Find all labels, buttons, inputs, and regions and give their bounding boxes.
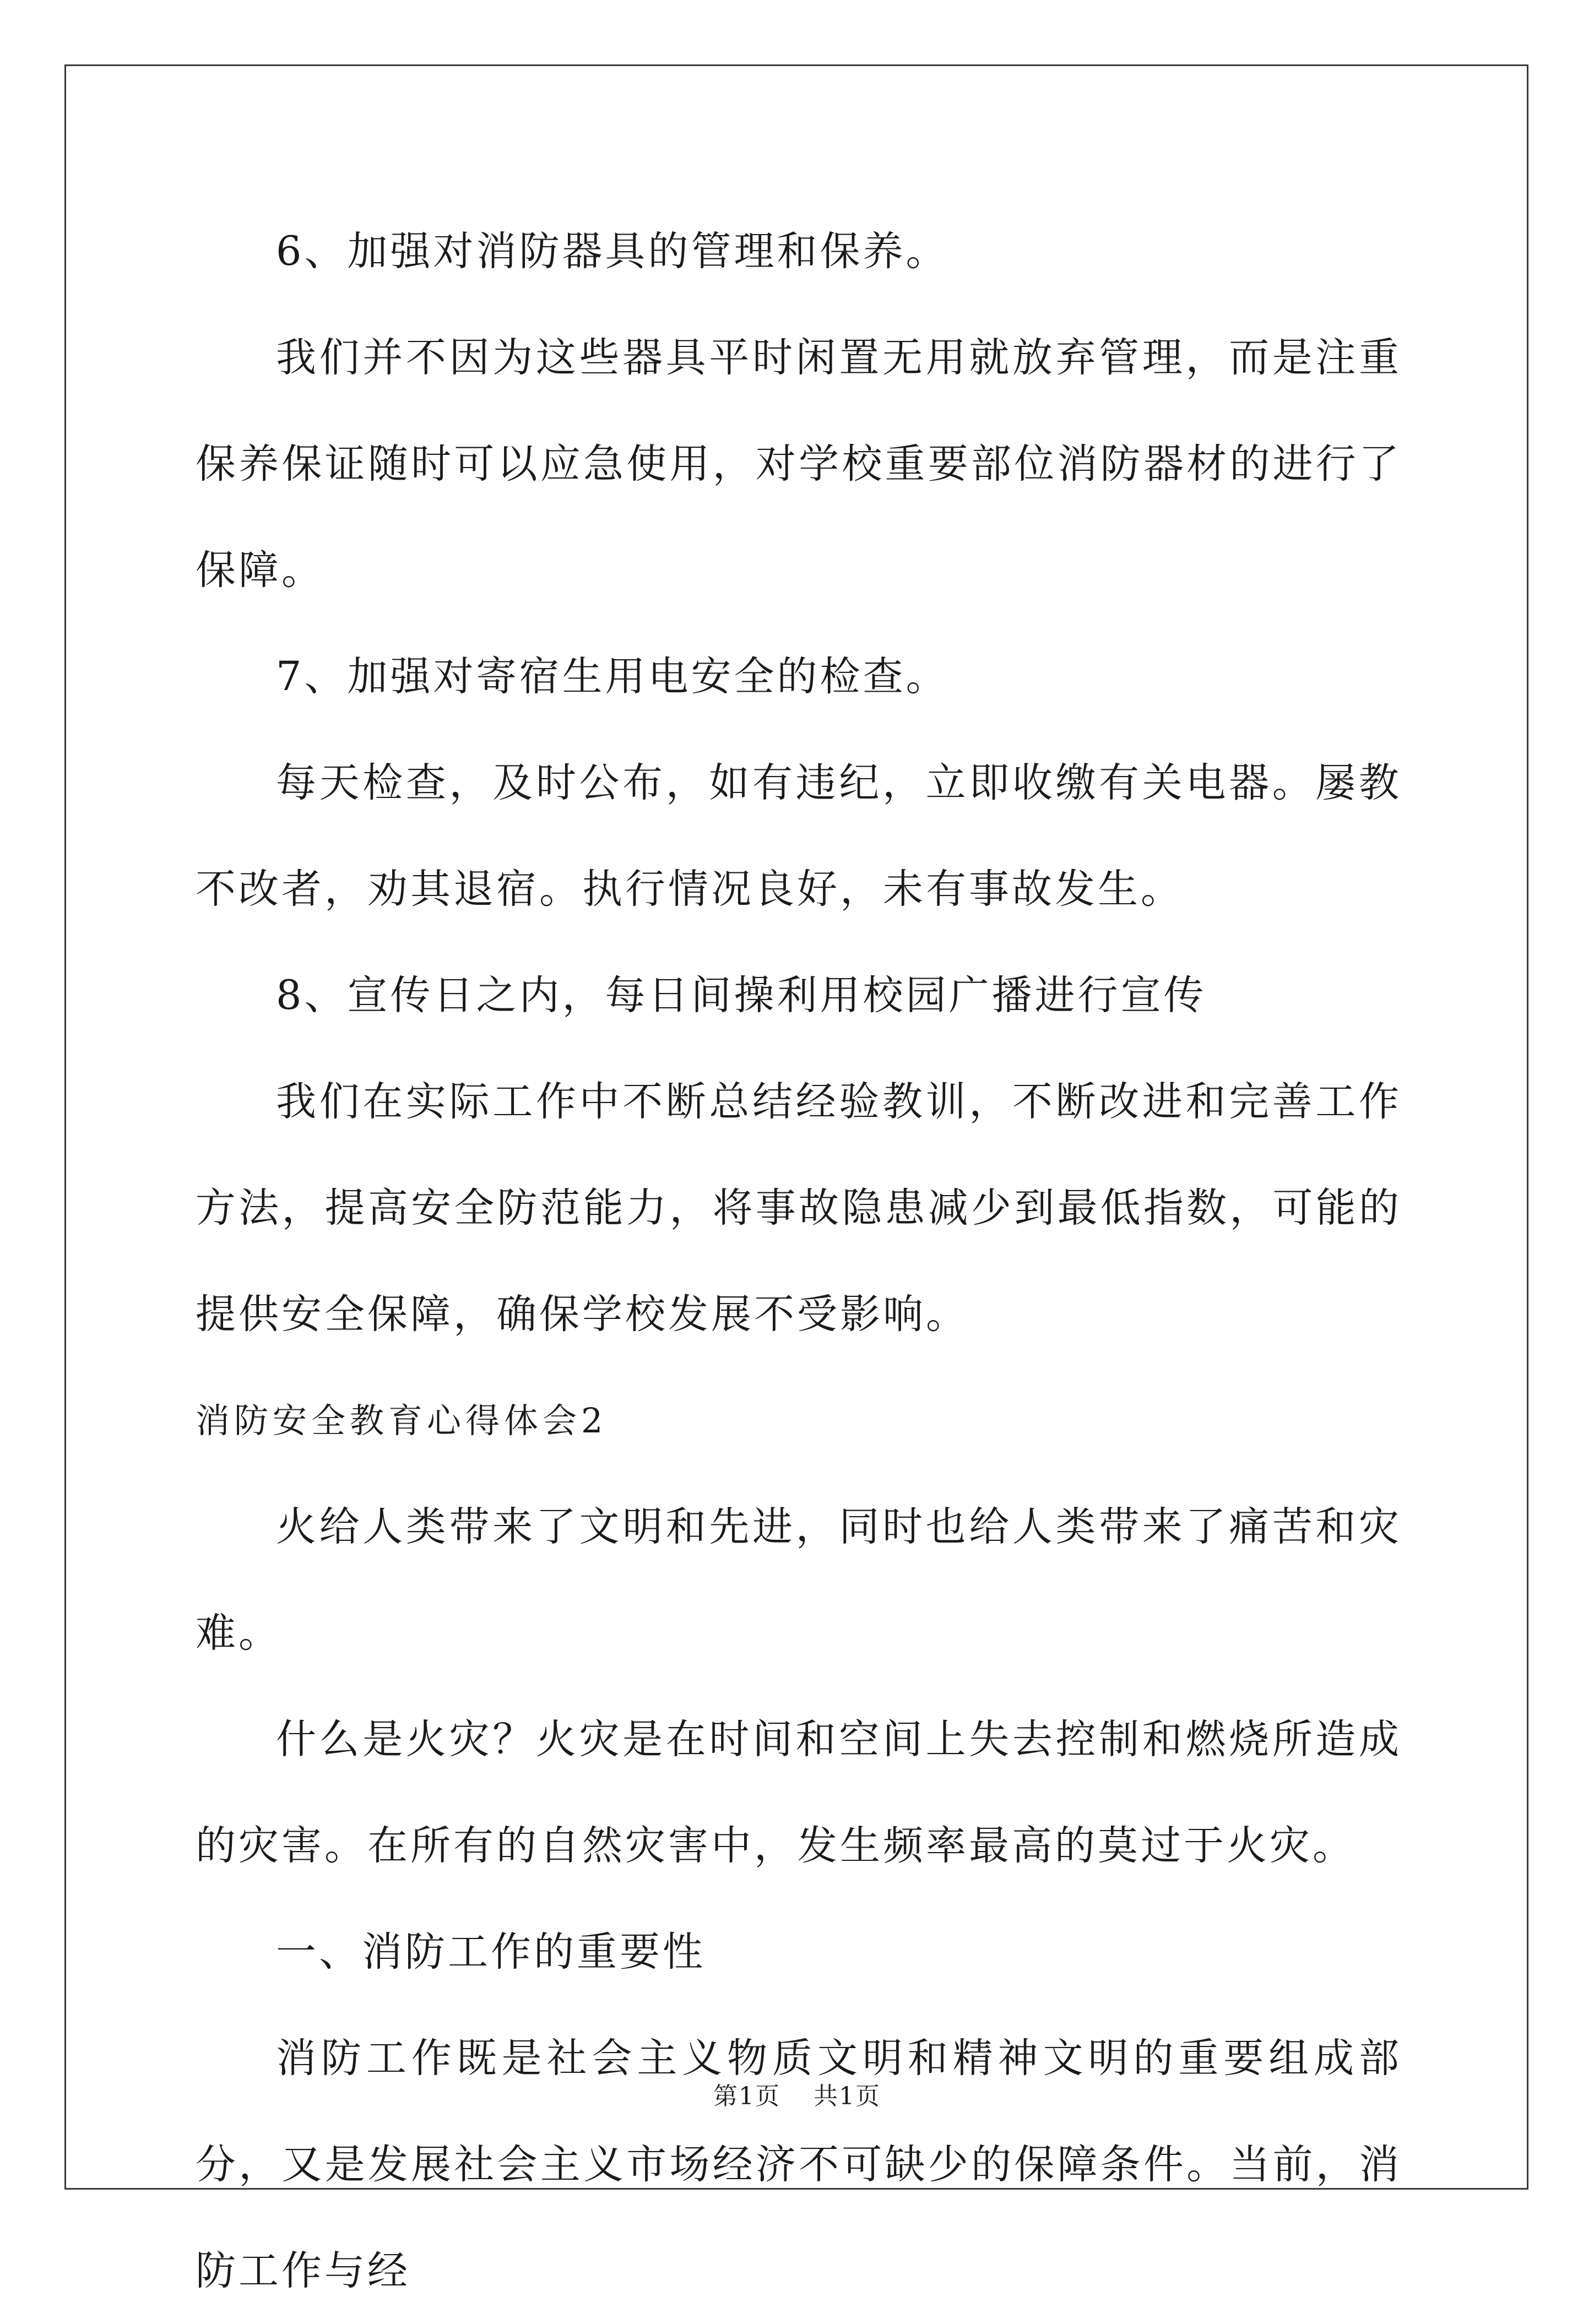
document-body — [196, 198, 1402, 2324]
paragraph: 我们并不因为这些器具平时闲置无用就放弃管理，而是注重保养保证随时可以应急使用，对学校重要部位消防器材的进行了保障。 — [196, 334, 1402, 594]
paragraph: 6、加强对消防器具的管理和保养。 — [276, 228, 949, 275]
paragraph: 我们在实际工作中不断总结经验教训，不断改进和完善工作方法，提高安全防范能力，将事故隐患减少到最低指数，可能的提供安全保障，确保学校发展不受影响。 — [196, 1078, 1402, 1338]
page-number: 第1页 — [713, 2082, 780, 2110]
paragraph: 一、消防工作的重要性 — [276, 1929, 706, 1975]
section-heading: 消防安全教育心得体会2 — [196, 1400, 608, 1441]
paragraph: 7、加强对寄宿生用电安全的检查。 — [276, 653, 949, 700]
page-total: 共1页 — [814, 2082, 881, 2110]
paragraph: 8、宣传日之内，每日间操利用校园广播进行宣传 — [276, 972, 1207, 1019]
paragraph: 消防工作既是社会主义物质文明和精神文明的重要组成部分，又是发展社会主义市场经济不可缺少的保障条件。当前，消防工作与经 — [196, 2035, 1402, 2294]
paragraph: 火给人类带来了文明和先进，同时也给人类带来了痛苦和灾难。 — [196, 1503, 1402, 1657]
page-footer — [0, 2076, 1594, 2111]
paragraph: 什么是火灾？火灾是在时间和空间上失去控制和燃烧所造成的灾害。在所有的自然灾害中，发生频率最高的莫过于火灾。 — [196, 1716, 1402, 1869]
paragraph: 每天检查，及时公布，如有违纪，立即收缴有关电器。屡教不改者，劝其退宿。执行情况良好，未有事故发生。 — [196, 759, 1402, 913]
